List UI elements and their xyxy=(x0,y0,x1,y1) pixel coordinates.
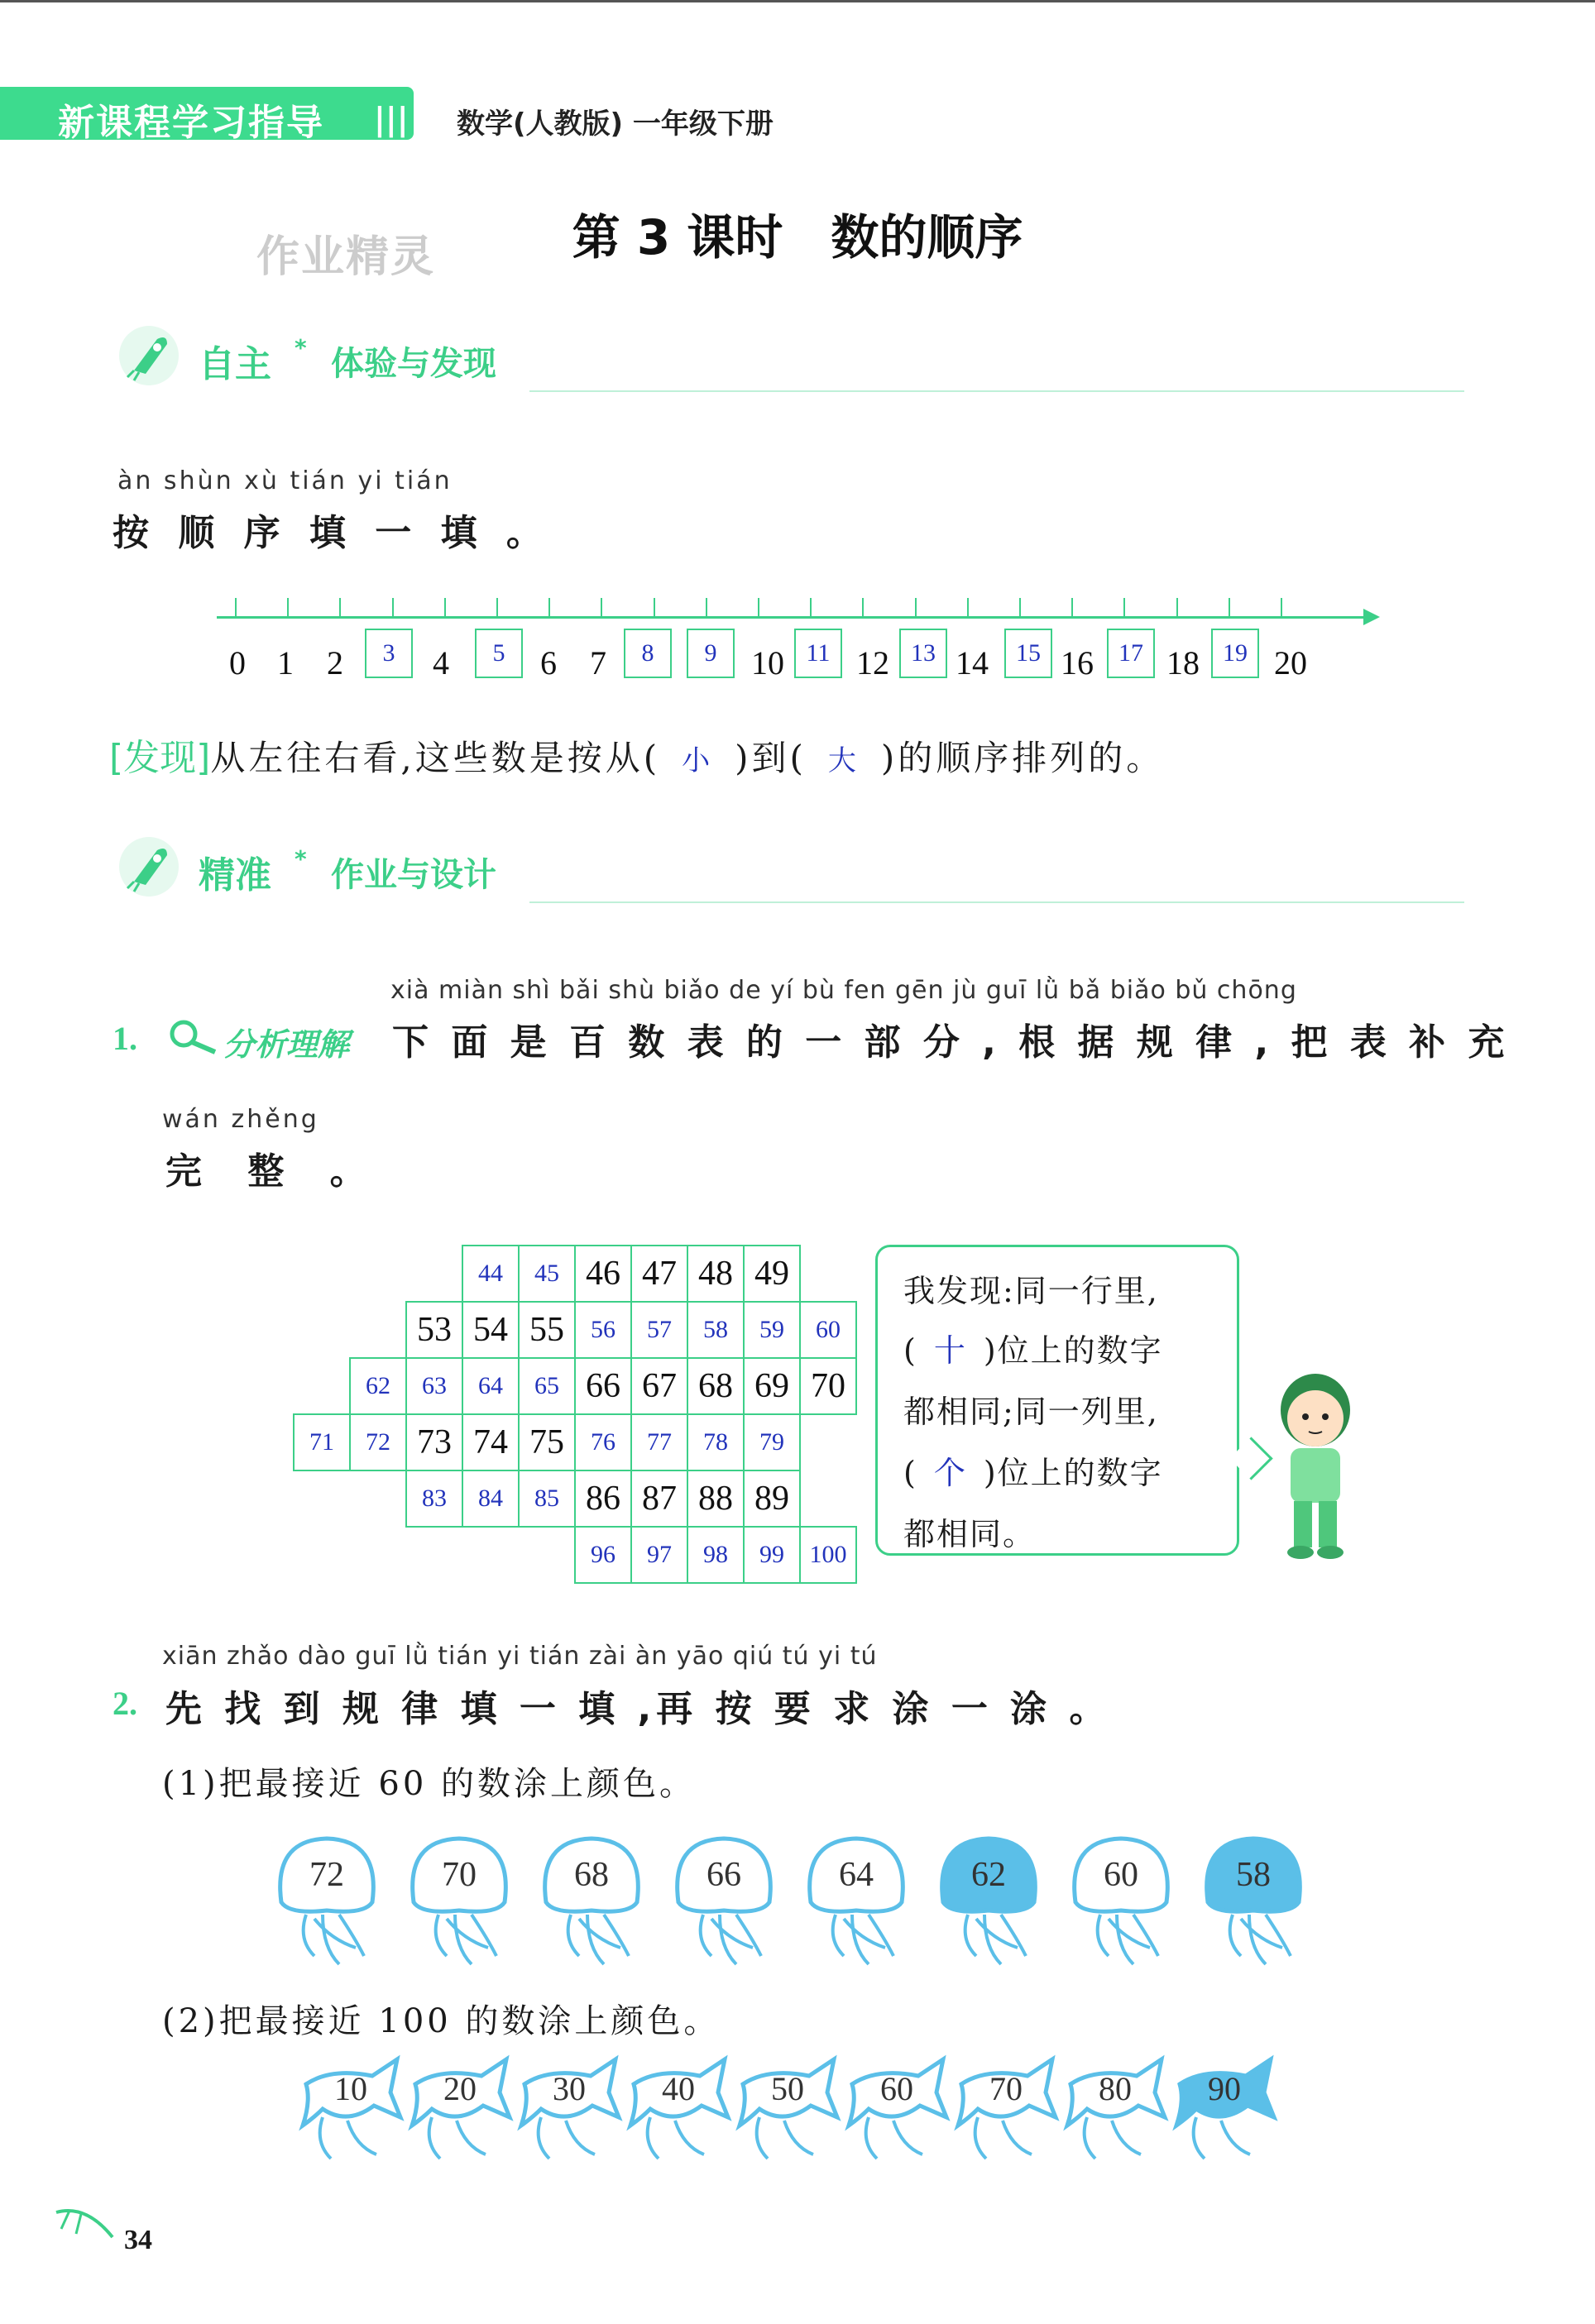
nl-number: 7 xyxy=(590,644,606,681)
fish-item[interactable] xyxy=(844,2051,951,2178)
leaf-icon xyxy=(53,2204,119,2249)
tick-mark xyxy=(915,598,917,618)
section-sublabel: 体验与发现 xyxy=(331,345,496,383)
section-label: 精准 xyxy=(199,854,271,897)
fish-item[interactable] xyxy=(516,2051,624,2178)
jellyfish-number: 66 xyxy=(706,1856,741,1894)
subquestion: (2)把最接近 100 的数涂上颜色。 xyxy=(162,2002,721,2040)
table-cell: 67 xyxy=(630,1357,688,1415)
table-cell[interactable]: 100 xyxy=(799,1526,857,1584)
jellyfish-icon xyxy=(1059,1824,1183,1981)
fish-number: 10 xyxy=(334,2070,367,2107)
magnifier-icon xyxy=(165,1016,223,1057)
section-sublabel: 作业与设计 xyxy=(331,856,496,894)
table-cell: 74 xyxy=(462,1413,520,1471)
lesson-title: 第 3 课时 数的顺序 xyxy=(572,209,1023,265)
nl-answer-box[interactable]: 5 xyxy=(475,629,523,678)
discovery-sentence xyxy=(109,728,1164,781)
fish-number: 30 xyxy=(553,2070,586,2107)
nl-answer-box[interactable]: 8 xyxy=(624,629,672,678)
nl-answer-box[interactable]: 11 xyxy=(794,629,842,678)
bubble-text: )位上的数字 xyxy=(983,1455,1163,1491)
section-heading-practice xyxy=(116,834,182,903)
answer-blank[interactable]: 个 xyxy=(933,1455,967,1491)
table-cell: 55 xyxy=(518,1301,576,1359)
fish-number: 70 xyxy=(989,2070,1023,2107)
table-cell[interactable]: 79 xyxy=(743,1413,801,1471)
nl-number: 20 xyxy=(1274,644,1307,681)
tick-mark xyxy=(339,598,341,618)
analyze-label: 分析理解 xyxy=(223,1026,350,1063)
fish-item[interactable] xyxy=(953,2051,1061,2178)
table-cell: 70 xyxy=(799,1357,857,1415)
jellyfish-item[interactable] xyxy=(1191,1824,1315,1984)
discovery-text: 从左往右看,这些数是按从( xyxy=(210,738,661,778)
section-divider xyxy=(529,901,1464,903)
tick-mark xyxy=(392,598,394,618)
table-cell[interactable]: 98 xyxy=(687,1526,745,1584)
table-cell: 46 xyxy=(574,1245,632,1303)
bubble-text: )位上的数字 xyxy=(983,1332,1163,1369)
tick-mark xyxy=(862,598,864,618)
table-cell: 47 xyxy=(630,1245,688,1303)
table-cell[interactable]: 83 xyxy=(405,1470,463,1528)
tick-mark xyxy=(601,598,602,618)
header-bars: ||| xyxy=(374,101,409,137)
table-cell[interactable]: 62 xyxy=(349,1357,407,1415)
bubble-text: 我发现:同一行里, xyxy=(903,1273,1159,1309)
jellyfish-number: 58 xyxy=(1236,1856,1271,1894)
table-cell[interactable]: 58 xyxy=(687,1301,745,1359)
fish-number: 60 xyxy=(880,2070,913,2107)
table-cell: 86 xyxy=(574,1470,632,1528)
answer-blank[interactable]: 大 xyxy=(827,744,860,777)
tick-mark xyxy=(1176,598,1178,618)
fish-item[interactable] xyxy=(1062,2051,1170,2178)
bubble-text-row xyxy=(903,1325,1163,1370)
jellyfish-item[interactable] xyxy=(662,1824,786,1984)
question-text: 下 面 是 百 数 表 的 一 部 分 , 根 据 规 律 , 把 表 补 充 xyxy=(392,1021,1510,1064)
tick-mark xyxy=(706,598,707,618)
number-line-axis xyxy=(217,616,1367,619)
jellyfish-row xyxy=(265,1824,1340,1981)
answer-blank[interactable]: 十 xyxy=(933,1332,967,1369)
answer-blank[interactable]: 小 xyxy=(682,744,714,777)
bubble-text: 都相同;同一列里, xyxy=(903,1394,1159,1430)
nl-number: 4 xyxy=(433,644,449,681)
rocket-icon xyxy=(116,323,182,389)
jellyfish-icon xyxy=(927,1824,1051,1981)
tick-mark xyxy=(1281,598,1282,618)
discovery-text: )到( xyxy=(735,738,807,778)
fish-number: 40 xyxy=(662,2070,695,2107)
jellyfish-item[interactable] xyxy=(927,1824,1051,1984)
table-cell: 69 xyxy=(743,1357,801,1415)
page-number: 34 xyxy=(124,2225,152,2255)
table-cell: 48 xyxy=(687,1245,745,1303)
star-icon: * xyxy=(295,845,307,873)
table-cell[interactable]: 84 xyxy=(462,1470,520,1528)
tick-mark xyxy=(444,598,446,618)
pinyin-line: xiān zhǎo dào guī lǜ tián yi tián zài àn yāo qiú tú yi tú xyxy=(162,1642,878,1671)
jellyfish-icon xyxy=(662,1824,786,1981)
bubble-text-row xyxy=(903,1447,1163,1493)
nl-answer-box[interactable]: 3 xyxy=(365,629,413,678)
nl-number: 14 xyxy=(956,644,989,681)
arrow-right-icon xyxy=(1363,609,1380,625)
section-heading-explore xyxy=(116,323,182,392)
tick-mark xyxy=(1229,598,1230,618)
jellyfish-icon xyxy=(529,1824,654,1981)
fish-number: 50 xyxy=(771,2070,804,2107)
bubble-text: ( xyxy=(903,1332,917,1369)
jellyfish-number: 64 xyxy=(839,1856,874,1894)
tick-mark xyxy=(235,598,237,618)
table-cell[interactable]: 63 xyxy=(405,1357,463,1415)
section-label: 自主 xyxy=(199,343,271,385)
jellyfish-icon xyxy=(1191,1824,1315,1981)
fish-number: 80 xyxy=(1099,2070,1132,2107)
table-cell[interactable]: 56 xyxy=(574,1301,632,1359)
fish-number: 90 xyxy=(1208,2070,1241,2107)
table-cell[interactable]: 64 xyxy=(462,1357,520,1415)
fish-row xyxy=(298,2051,1324,2192)
nl-number: 2 xyxy=(327,644,343,681)
table-cell[interactable]: 97 xyxy=(630,1526,688,1584)
table-cell[interactable]: 65 xyxy=(518,1357,576,1415)
nl-number: 0 xyxy=(229,644,246,681)
table-cell: 89 xyxy=(743,1470,801,1528)
fish-item[interactable] xyxy=(735,2051,842,2178)
table-cell: 73 xyxy=(405,1413,463,1471)
tick-mark xyxy=(287,598,289,618)
fish-item[interactable] xyxy=(407,2051,515,2178)
tick-mark xyxy=(1071,598,1073,618)
bubble-text: ( xyxy=(903,1455,917,1491)
subquestion: (1)把最接近 60 的数涂上颜色。 xyxy=(162,1765,696,1803)
jellyfish-item[interactable] xyxy=(1059,1824,1183,1984)
table-cell[interactable]: 59 xyxy=(743,1301,801,1359)
nl-number: 16 xyxy=(1061,644,1094,681)
nl-answer-box[interactable]: 19 xyxy=(1211,629,1259,678)
table-cell[interactable]: 99 xyxy=(743,1526,801,1584)
jellyfish-item[interactable] xyxy=(529,1824,654,1984)
question-text: 完 整 。 xyxy=(165,1150,383,1193)
table-cell: 49 xyxy=(743,1245,801,1303)
question-text: 先 找 到 规 律 填 一 填 ,再 按 要 求 涂 一 涂 。 xyxy=(165,1688,1111,1730)
boy-illustration xyxy=(1266,1369,1365,1567)
watermark: 作业精灵 xyxy=(256,232,436,282)
tick-mark xyxy=(548,598,550,618)
table-cell: 54 xyxy=(462,1301,520,1359)
jellyfish-item[interactable] xyxy=(397,1824,521,1984)
fish-item[interactable] xyxy=(625,2051,733,2178)
fish-number: 20 xyxy=(443,2070,477,2107)
fish-item[interactable] xyxy=(298,2051,405,2178)
table-cell: 75 xyxy=(518,1413,576,1471)
nl-answer-box[interactable]: 17 xyxy=(1107,629,1155,678)
jellyfish-number: 62 xyxy=(971,1856,1006,1894)
tick-mark xyxy=(1123,598,1125,618)
tick-mark xyxy=(496,598,498,618)
pinyin-line: xià miàn shì bǎi shù biǎo de yí bù fen gēn jù guī lǜ bǎ biǎo bǔ chōng xyxy=(390,976,1297,1005)
table-cell[interactable]: 60 xyxy=(799,1301,857,1359)
table-cell[interactable]: 85 xyxy=(518,1470,576,1528)
nl-answer-box[interactable]: 13 xyxy=(899,629,947,678)
table-cell[interactable]: 76 xyxy=(574,1413,632,1471)
pinyin-line: àn shùn xù tián yi tián xyxy=(117,466,453,495)
table-cell[interactable]: 45 xyxy=(518,1245,576,1303)
jellyfish-number: 70 xyxy=(442,1856,477,1894)
book-subtitle: 数学(人教版) 一年级下册 xyxy=(457,108,774,141)
nl-number: 18 xyxy=(1166,644,1200,681)
table-cell: 87 xyxy=(630,1470,688,1528)
jellyfish-icon xyxy=(794,1824,918,1981)
nl-number: 10 xyxy=(751,644,784,681)
table-cell: 68 xyxy=(687,1357,745,1415)
fish-item[interactable] xyxy=(1171,2051,1279,2178)
book-title: 新课程学习指导 xyxy=(58,102,324,144)
question-number: 1. xyxy=(113,1020,137,1057)
tick-mark xyxy=(1019,598,1021,618)
table-cell: 66 xyxy=(574,1357,632,1415)
rocket-icon xyxy=(116,834,182,900)
table-cell[interactable]: 57 xyxy=(630,1301,688,1359)
table-cell[interactable]: 71 xyxy=(293,1413,351,1471)
discovery-text: )的顺序排列的。 xyxy=(880,738,1165,778)
jellyfish-number: 72 xyxy=(309,1856,344,1894)
jellyfish-item[interactable] xyxy=(265,1824,389,1984)
table-cell: 88 xyxy=(687,1470,745,1528)
jellyfish-number: 60 xyxy=(1104,1856,1138,1894)
table-cell[interactable]: 78 xyxy=(687,1413,745,1471)
jellyfish-icon xyxy=(397,1824,521,1981)
nl-answer-box[interactable]: 9 xyxy=(687,629,735,678)
table-cell[interactable]: 44 xyxy=(462,1245,520,1303)
analyze-badge xyxy=(165,1016,223,1060)
section-divider xyxy=(529,390,1464,392)
tick-mark xyxy=(758,598,759,618)
pinyin-line: wán zhěng xyxy=(162,1105,319,1134)
bubble-text: 都相同。 xyxy=(903,1516,1037,1552)
question-number: 2. xyxy=(113,1685,137,1722)
jellyfish-icon xyxy=(265,1824,389,1981)
nl-answer-box[interactable]: 15 xyxy=(1004,629,1052,678)
tick-mark xyxy=(654,598,655,618)
jellyfish-item[interactable] xyxy=(794,1824,918,1984)
tick-mark xyxy=(810,598,812,618)
table-cell[interactable]: 72 xyxy=(349,1413,407,1471)
nl-number: 6 xyxy=(540,644,557,681)
instruction: 按 顺 序 填 一 填 。 xyxy=(113,512,551,554)
table-cell[interactable]: 96 xyxy=(574,1526,632,1584)
star-icon: * xyxy=(295,334,307,361)
top-border xyxy=(0,0,1595,2)
discovery-tag: [发现] xyxy=(109,737,211,779)
tick-mark xyxy=(967,598,969,618)
nl-number: 1 xyxy=(277,644,294,681)
table-cell: 53 xyxy=(405,1301,463,1359)
table-cell[interactable]: 77 xyxy=(630,1413,688,1471)
nl-number: 12 xyxy=(856,644,889,681)
jellyfish-number: 68 xyxy=(574,1856,609,1894)
